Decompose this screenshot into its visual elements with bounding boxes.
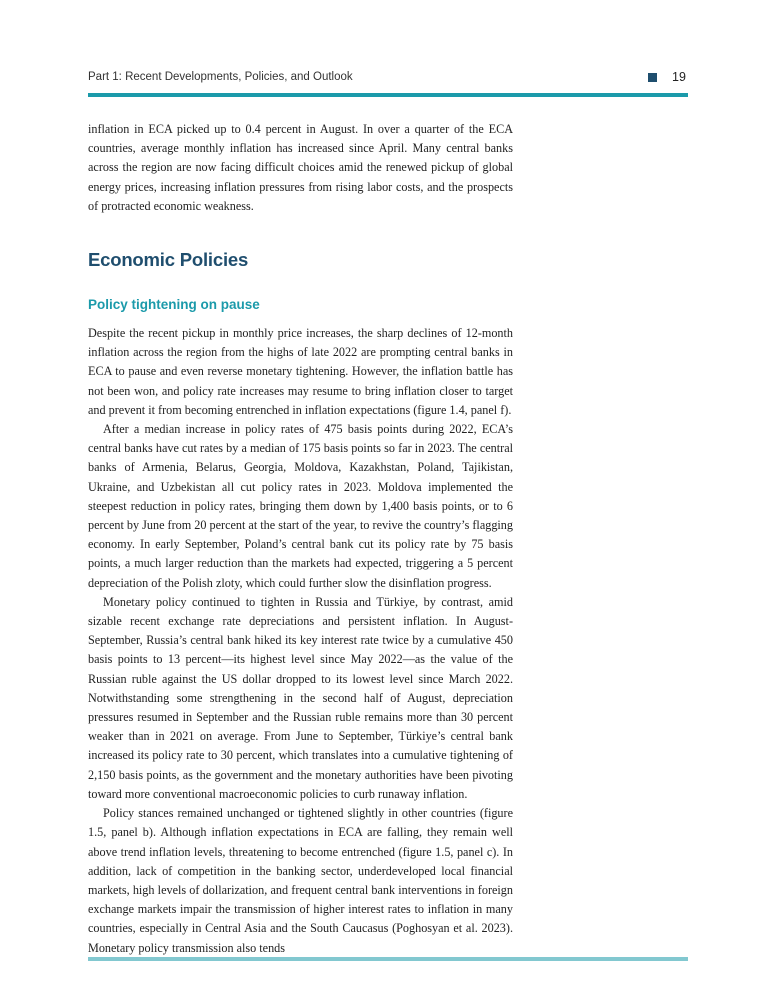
header-rule xyxy=(88,93,688,97)
footer-rule xyxy=(88,957,688,961)
body-paragraph-1: Despite the recent pickup in monthly price increases, the sharp declines of 12-month inflation across the region from the highs of late 2022 are prompting central banks in ECA to pause and even reverse monetary tightening. However, the inflation battle has not been won, and policy rate increases may resume to bring inflation closer to target and prevent it from becoming entrenched in inflation expectations (figure 1.4, panel f). xyxy=(88,326,513,417)
page-number: 19 xyxy=(672,70,686,84)
header-square-marker xyxy=(648,73,657,82)
body-paragraph-2: After a median increase in policy rates of 475 basis points during 2022, ECA’s central banks have cut rates by a median of 175 basis points so far in 2023. The central banks of Armenia, Belarus, Georgia, Moldova, Kazakhstan, Poland, Tajikistan, Ukraine, and Uzbekistan all cut policy rates in 2023. Moldova implemented the steepest reduction in policy rates, bringing them down by 1,400 basis points, or to 6 percent by June from 20 percent at the start of the year, to revive the country’s flagging economy. In early September, Poland’s central bank cut its policy rate by 75 basis points, a much larger reduction than the markets had expected, triggering a 5 percent depreciation of the Polish zloty, which could further slow the disinflation progress. xyxy=(88,422,513,590)
subsection-heading: Policy tightening on pause xyxy=(88,297,260,313)
running-header-title: Part 1: Recent Developments, Policies, and Outlook xyxy=(88,71,353,83)
intro-paragraph: inflation in ECA picked up to 0.4 percent in August. In over a quarter of the ECA countries, average monthly inflation has increased since April. Many central banks across the region are now facing difficult choices amid the renewed pickup of global energy prices, increasing inflation pressures from rising labor costs, and the prospects of protracted economic weakness. xyxy=(88,122,513,213)
page-content xyxy=(88,120,513,958)
body-paragraph-4: Policy stances remained unchanged or tightened slightly in other countries (figure 1.5, panel b). Although inflation expectations in ECA are falling, they remain well above trend inflation levels, threatening to become entrenched (figure 1.5, panel c). In addition, lack of competition in the banking sector, underdeveloped local financial markets, high levels of dollarization, and frequent central bank interventions in foreign exchange markets impair the transmission of higher interest rates to inflation in many countries, especially in Central Asia and the South Caucasus (Poghosyan et al. 2023). Monetary policy transmission also tends xyxy=(88,806,513,955)
section-heading: Economic Policies xyxy=(88,249,249,271)
body-paragraph-3: Monetary policy continued to tighten in Russia and Türkiye, by contrast, amid sizable recent exchange rate depreciations and persistent inflation. In August-September, Russia’s central bank hiked its key interest rate twice by a cumulative 450 basis points to 13 percent—its highest level since May 2022—as the value of the Russian ruble against the US dollar dropped to its lowest level since March 2022. Notwithstanding some strengthening in the second half of August, depreciation pressures resumed in September and the Russian ruble remains more than 30 percent weaker than in 2021 on average. From June to September, Türkiye’s central bank increased its policy rate to 30 percent, which translates into a cumulative tightening of 2,150 basis points, as the government and the monetary authorities have been pivoting toward more conventional macroeconomic policies to curb runaway inflation. xyxy=(88,594,513,801)
